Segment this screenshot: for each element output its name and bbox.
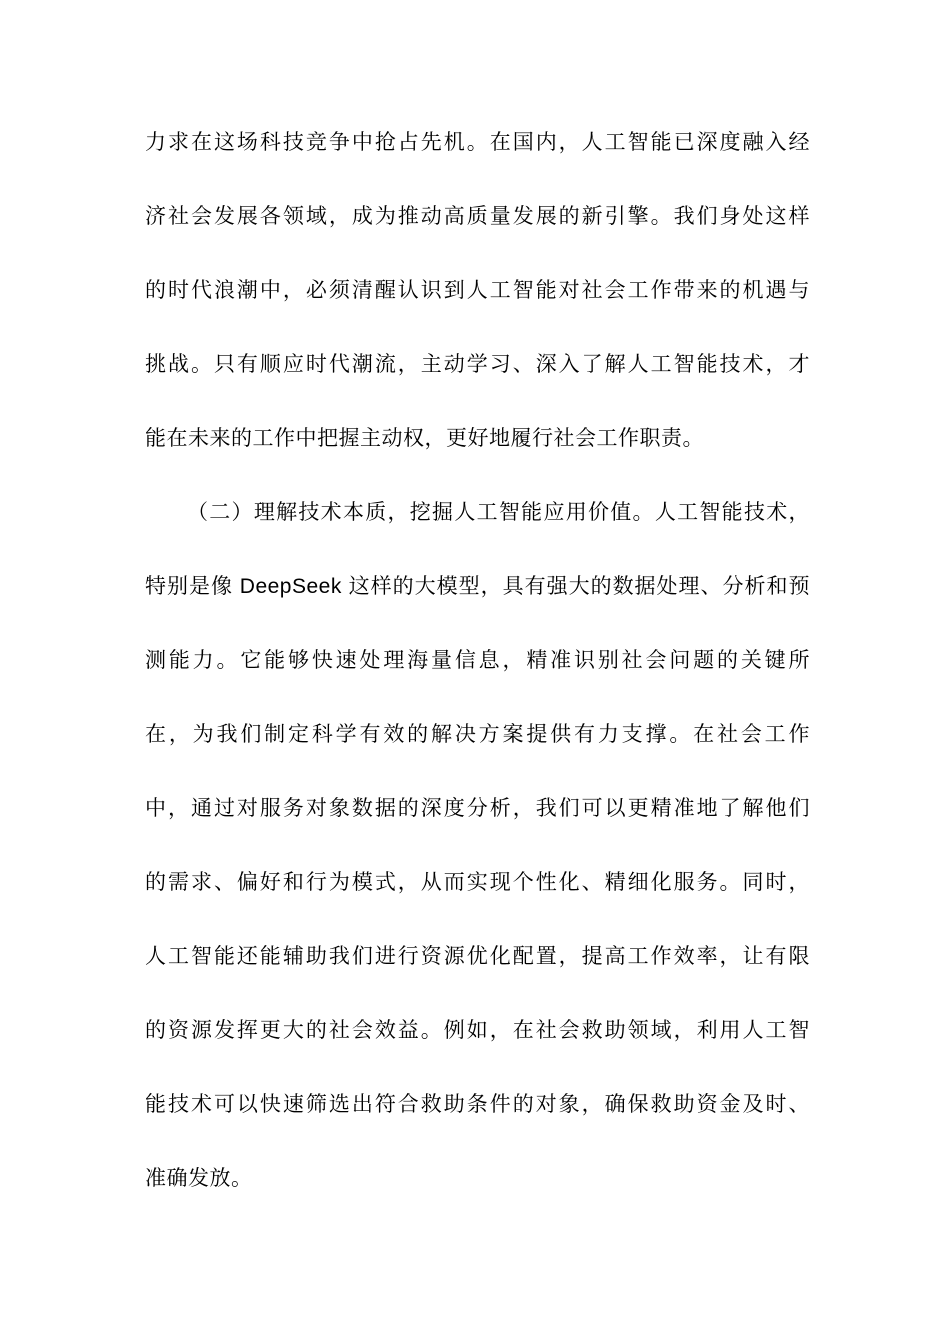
text-line: 准确发放。 bbox=[145, 1167, 253, 1190]
text-line: 的时代浪潮中，必须清醒认识到人工智能对社会工作带来的机遇与 bbox=[145, 279, 810, 302]
text-line: （二）理解技术本质，挖掘人工智能应用价值。人工智能技术， bbox=[187, 501, 810, 524]
paragraph bbox=[145, 106, 810, 476]
text-line: 的需求、偏好和行为模式，从而实现个性化、精细化服务。同时， bbox=[145, 871, 810, 894]
text-line: 挑战。只有顺应时代潮流，主动学习、深入了解人工智能技术，才 bbox=[145, 353, 810, 376]
text-line: 在，为我们制定科学有效的解决方案提供有力支撑。在社会工作 bbox=[145, 723, 810, 746]
text-line: 能在未来的工作中把握主动权，更好地履行社会工作职责。 bbox=[145, 427, 704, 450]
text-line: 人工智能还能辅助我们进行资源优化配置，提高工作效率，让有限 bbox=[145, 945, 810, 968]
document-text-block bbox=[145, 106, 810, 1216]
text-line: 的资源发挥更大的社会效益。例如，在社会救助领域，利用人工智 bbox=[145, 1019, 810, 1042]
text-line: 能技术可以快速筛选出符合救助条件的对象，确保救助资金及时、 bbox=[145, 1093, 810, 1116]
text-line: 力求在这场科技竞争中抢占先机。在国内，人工智能已深度融入经 bbox=[145, 131, 810, 154]
text-line: 中，通过对服务对象数据的深度分析，我们可以更精准地了解他们 bbox=[145, 797, 810, 820]
paragraph bbox=[145, 476, 810, 1216]
text-line: 济社会发展各领域，成为推动高质量发展的新引擎。我们身处这样 bbox=[145, 205, 810, 228]
text-line: 测能力。它能够快速处理海量信息，精准识别社会问题的关键所 bbox=[145, 649, 810, 672]
text-line: 特别是像 DeepSeek 这样的大模型，具有强大的数据处理、分析和预 bbox=[145, 575, 810, 598]
